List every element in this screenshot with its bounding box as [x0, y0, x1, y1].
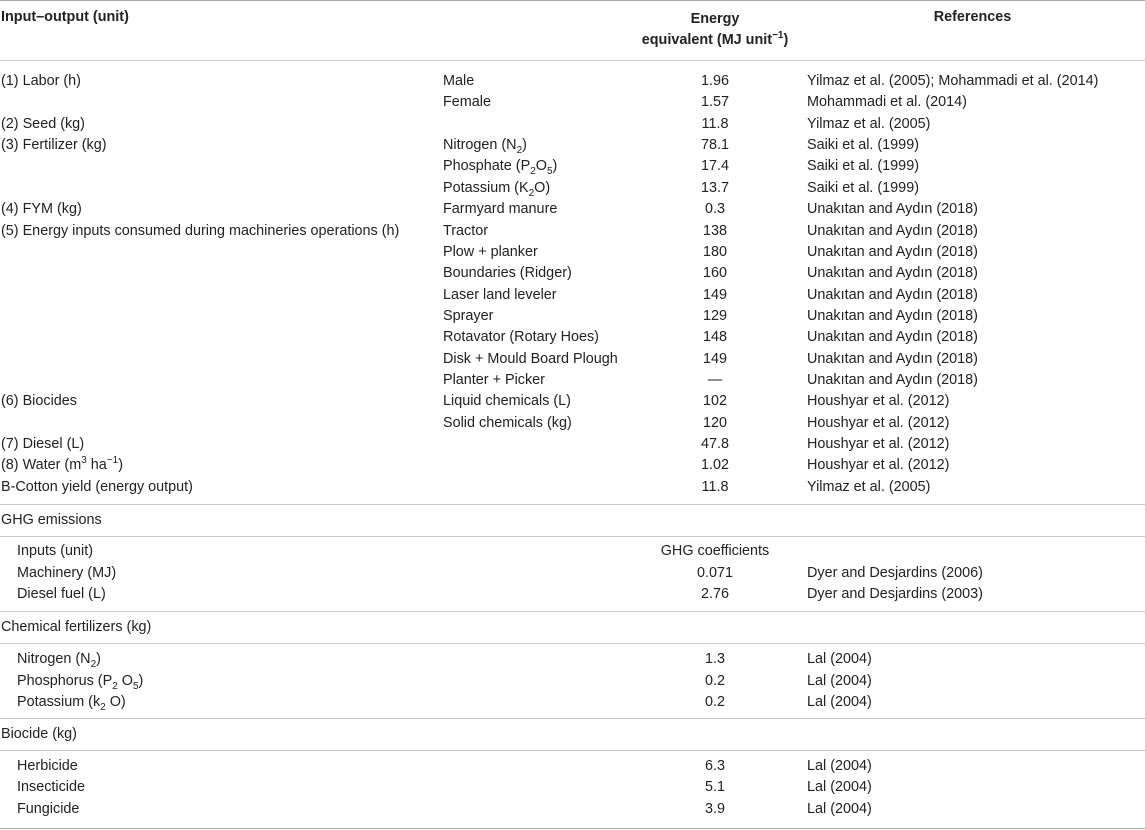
row-input-label: Machinery (MJ): [17, 565, 117, 581]
table-row: [0, 455, 1145, 476]
table-row: [0, 434, 1145, 455]
chem-section-row: [0, 616, 1145, 638]
rule-before-ghg: [0, 504, 1145, 505]
row-subcategory: Farmyard manure: [443, 201, 558, 218]
row-input-sub: 5: [132, 680, 139, 692]
row-reference: Lal (2004): [807, 779, 872, 796]
row-input-text: ): [96, 651, 101, 667]
row-reference: Unakıtan and Aydın (2018): [807, 286, 978, 303]
table-row: [0, 649, 1145, 670]
row-subcategory: Disk + Mould Board Plough: [443, 350, 618, 367]
row-reference: Lal (2004): [807, 758, 872, 774]
row-ghg-value: 3.9: [704, 800, 725, 817]
row-energy-value: 149: [702, 350, 727, 367]
row-ghg-value: 6.3: [704, 758, 725, 774]
row-subcategory-text: Nitrogen (N: [443, 137, 517, 154]
row-energy-value: 129: [702, 307, 727, 324]
row-subcategory-text: Phosphate (P: [443, 158, 531, 175]
row-subcategory-text: Potassium (K: [443, 179, 529, 196]
row-input-sub: 2: [100, 701, 106, 713]
header-energy-sup: −1: [772, 30, 784, 42]
row-input-label: [17, 692, 126, 713]
row-input-label: [1, 455, 123, 476]
ghg-section-row: [0, 509, 1145, 531]
row-subcategory-sub: 2: [530, 166, 536, 178]
header-energy-line2-text: equivalent (MJ unit: [641, 32, 773, 48]
row-reference: Houshyar et al. (2012): [807, 457, 950, 474]
row-reference: Unakıtan and Aydın (2018): [807, 371, 978, 388]
row-reference: Unakıtan and Aydın (2018): [807, 243, 978, 260]
row-input-sup: 3: [81, 455, 87, 467]
row-reference: Yilmaz et al. (2005); Mohammadi et al. (2014): [807, 73, 1099, 89]
row-reference: Lal (2004): [807, 800, 872, 817]
rule-before-biocide: [0, 718, 1145, 719]
row-energy-value: —: [707, 371, 723, 388]
header-energy-line1: Energy: [690, 11, 740, 27]
row-reference: Unakıtan and Aydın (2018): [807, 329, 978, 346]
row-input-text: Phosphorus (P: [17, 672, 113, 689]
row-reference: Lal (2004): [807, 672, 872, 689]
table-top-rule: [0, 0, 1145, 1]
row-input-label: (6) Biocides: [1, 393, 77, 410]
table-row: [0, 563, 1145, 584]
table-row: [0, 135, 1145, 156]
row-subcategory: Sprayer: [443, 307, 494, 324]
table-row: [0, 777, 1145, 798]
table-row: [0, 370, 1145, 391]
row-subcategory: Laser land leveler: [443, 286, 557, 303]
row-subcategory: Planter + Picker: [443, 371, 545, 388]
biocide-section-title: Biocide (kg): [1, 726, 77, 742]
row-ghg-value: 0.071: [696, 565, 733, 581]
row-energy-value: 180: [702, 243, 727, 260]
row-input-label: (5) Energy inputs consumed during machineries operations (h): [1, 222, 400, 239]
table-row: [0, 285, 1145, 306]
table-row: [0, 199, 1145, 220]
table-row: [0, 413, 1145, 434]
row-reference: Unakıtan and Aydın (2018): [807, 222, 978, 239]
row-input-label: (1) Labor (h): [1, 73, 81, 89]
table-row: [0, 263, 1145, 284]
row-subcategory: Male: [443, 73, 475, 89]
row-reference: Mohammadi et al. (2014): [807, 94, 967, 111]
table-row: [0, 584, 1145, 605]
row-energy-value: 17.4: [700, 158, 729, 175]
row-energy-value: 160: [702, 265, 727, 282]
row-input-label: [17, 649, 101, 670]
table-row: [0, 799, 1145, 820]
row-subcategory-text: ): [552, 158, 558, 175]
chem-section-title: Chemical fertilizers (kg): [1, 619, 152, 635]
row-energy-value: 0.3: [704, 201, 725, 218]
row-energy-value: 78.1: [700, 137, 729, 154]
header-rule: [0, 60, 1145, 61]
row-reference: Lal (2004): [807, 694, 872, 710]
row-input-label: (4) FYM (kg): [1, 201, 82, 218]
row-energy-value: 13.7: [700, 179, 729, 196]
row-input-text: O): [105, 694, 126, 710]
row-reference: Unakıtan and Aydın (2018): [807, 201, 978, 218]
header-input-output: Input–output (unit): [1, 9, 129, 25]
row-input-label: [17, 671, 143, 692]
row-subcategory: [443, 135, 527, 156]
rule-before-chem: [0, 611, 1145, 612]
row-reference: Saiki et al. (1999): [807, 158, 919, 175]
row-input-text: ha: [86, 457, 107, 474]
row-input-label: B-Cotton yield (energy output): [1, 478, 193, 495]
row-input-text: ): [138, 672, 144, 689]
row-subcategory: Female: [443, 94, 491, 111]
table-row: [0, 242, 1145, 263]
rule-after-ghg: [0, 536, 1145, 537]
row-reference: Yilmaz et al. (2005): [807, 478, 931, 495]
row-energy-value: 1.96: [700, 73, 729, 89]
rule-after-biocide: [0, 750, 1145, 751]
table-row: [0, 306, 1145, 327]
row-reference: Dyer and Desjardins (2003): [807, 586, 983, 603]
row-subcategory-text: O): [534, 179, 551, 196]
row-reference: Lal (2004): [807, 651, 872, 667]
row-energy-value: 1.02: [700, 457, 729, 474]
row-subcategory: Tractor: [443, 222, 489, 239]
table-row: [0, 92, 1145, 113]
table-row: [0, 114, 1145, 135]
row-subcategory-text: ): [522, 137, 527, 154]
row-reference: Unakıtan and Aydın (2018): [807, 350, 978, 367]
row-ghg-value: 0.2: [704, 672, 725, 689]
table-row: [0, 327, 1145, 348]
row-reference: Saiki et al. (1999): [807, 179, 919, 196]
row-reference: Dyer and Desjardins (2006): [807, 565, 983, 581]
table-row: [0, 671, 1145, 692]
row-energy-value: 149: [702, 286, 727, 303]
row-input-sup: −1: [106, 455, 119, 467]
row-subcategory: Plow + planker: [443, 243, 538, 260]
row-subcategory: Rotavator (Rotary Hoes): [443, 329, 599, 346]
row-input-label: Diesel fuel (L): [17, 586, 106, 603]
row-input-text: Nitrogen (N: [17, 651, 91, 667]
row-subcategory-sub: 2: [516, 144, 523, 156]
row-input-sub: 2: [90, 658, 97, 670]
table-row: [0, 178, 1145, 199]
row-input-label: Insecticide: [17, 779, 85, 796]
row-subcategory-sub: 2: [528, 187, 535, 199]
row-energy-value: 102: [702, 393, 727, 410]
row-subcategory: [443, 156, 557, 177]
row-ghg-value: 5.1: [704, 779, 725, 796]
row-subcategory-sub: 5: [546, 166, 553, 178]
row-input-label: (2) Seed (kg): [1, 115, 85, 132]
rule-after-chem: [0, 643, 1145, 644]
table-row: [0, 477, 1145, 498]
row-energy-value: 1.57: [700, 94, 729, 111]
row-energy-value: 148: [702, 329, 727, 346]
row-energy-value: 120: [702, 414, 727, 431]
row-input-text: Potassium (k: [17, 694, 101, 710]
row-ghg-value: 0.2: [704, 694, 725, 710]
biocide-section-row: [0, 723, 1145, 745]
row-input-text: ): [118, 457, 123, 474]
row-input-label: Herbicide: [17, 758, 78, 774]
row-ghg-value: 1.3: [704, 651, 725, 667]
row-input-text: (8) Water (m: [1, 457, 82, 474]
ghg-subheader-inputs: Inputs (unit): [17, 543, 93, 559]
row-subcategory: Liquid chemicals (L): [443, 393, 571, 410]
table-bottom-rule: [0, 828, 1145, 829]
row-subcategory-text: O: [535, 158, 547, 175]
row-subcategory: Solid chemicals (kg): [443, 414, 572, 431]
row-subcategory: [443, 178, 550, 199]
row-energy-value: 47.8: [700, 436, 729, 452]
row-input-sub: 2: [112, 680, 118, 692]
row-reference: Houshyar et al. (2012): [807, 393, 950, 410]
row-input-label: Fungicide: [17, 800, 80, 817]
ghg-section-title: GHG emissions: [1, 512, 102, 528]
row-input-label: (3) Fertilizer (kg): [1, 137, 107, 154]
row-reference: Unakıtan and Aydın (2018): [807, 265, 978, 282]
table-row: [0, 221, 1145, 242]
table-row: [0, 156, 1145, 177]
row-reference: Unakıtan and Aydın (2018): [807, 307, 978, 324]
header-energy-close: ): [783, 32, 789, 48]
table-row: [0, 349, 1145, 370]
ghg-subheader-row: [0, 541, 1145, 562]
row-energy-value: 11.8: [701, 478, 729, 495]
row-input-text: O: [117, 672, 133, 689]
table-row: [0, 756, 1145, 777]
row-reference: Houshyar et al. (2012): [807, 436, 950, 452]
row-energy-value: 138: [702, 222, 727, 239]
row-reference: Yilmaz et al. (2005): [807, 115, 931, 132]
row-input-label: (7) Diesel (L): [1, 436, 85, 452]
ghg-subheader-coefficients: GHG coefficients: [660, 543, 770, 559]
table-row: [0, 391, 1145, 412]
row-subcategory: Boundaries (Ridger): [443, 265, 572, 282]
row-reference: Houshyar et al. (2012): [807, 414, 950, 431]
row-reference: Saiki et al. (1999): [807, 137, 919, 154]
row-ghg-value: 2.76: [700, 586, 729, 603]
header-energy-line2: [640, 30, 790, 51]
table-row: [0, 692, 1145, 713]
header-references: References: [933, 9, 1012, 25]
header-energy-equivalent: [640, 9, 790, 51]
row-energy-value: 11.8: [701, 115, 729, 132]
table-row: [0, 71, 1145, 92]
